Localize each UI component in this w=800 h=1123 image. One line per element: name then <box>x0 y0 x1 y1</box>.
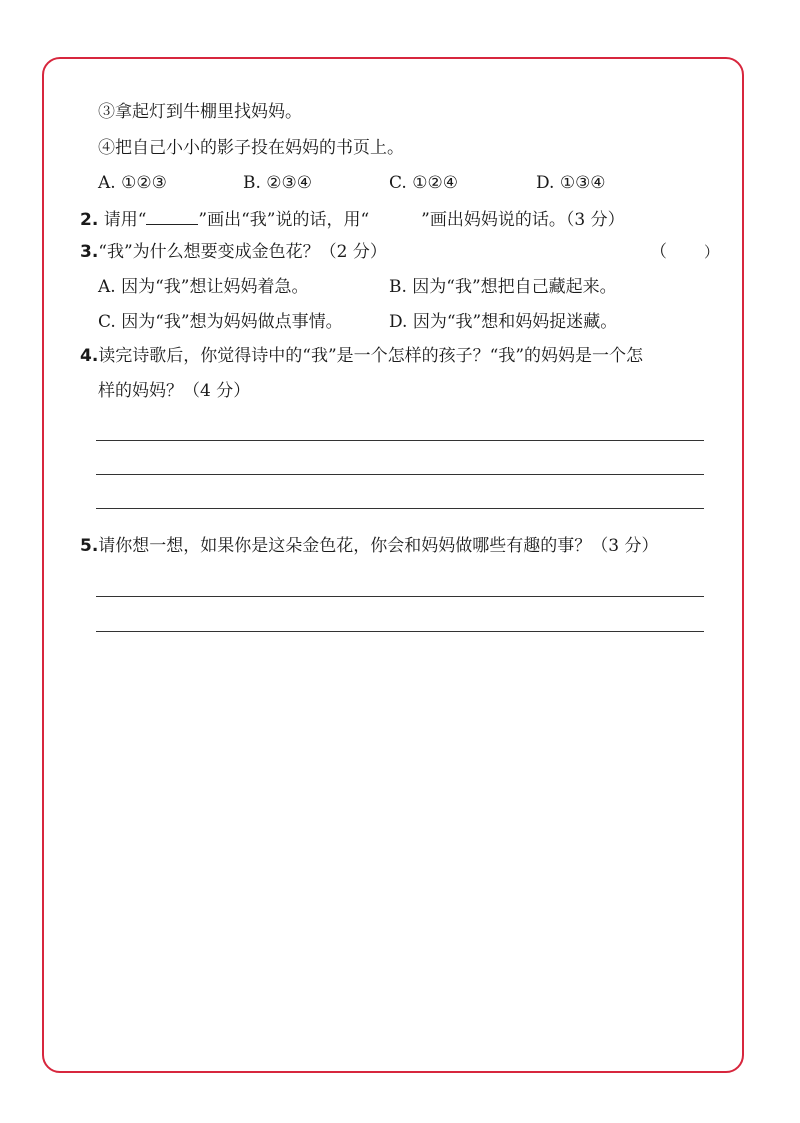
question-2 <box>80 206 625 232</box>
q3-option-c[interactable]: C. 因为“我”想为妈妈做点事情。 <box>98 312 343 332</box>
q3-option-b[interactable]: B. 因为“我”想把自己藏起来。 <box>389 277 617 297</box>
question-number: 2. <box>80 210 99 230</box>
option-item-3: ③拿起灯到牛棚里找妈妈。 <box>98 102 302 122</box>
q4-text-line2: 样的妈妈？（4 分） <box>98 381 251 401</box>
question-number: 4. <box>80 346 99 366</box>
q1-option-a[interactable]: A. ①②③ <box>98 173 167 193</box>
q1-option-c[interactable]: C. ①②④ <box>389 173 458 193</box>
question-number: 5. <box>80 536 99 556</box>
q2-text-part3: ”画出妈妈说的话。（3 分） <box>421 210 625 230</box>
answer-line[interactable] <box>96 631 704 632</box>
q5-text: 请你想一想，如果你是这朵金色花，你会和妈妈做哪些有趣的事？（3 分） <box>98 536 659 556</box>
q3-option-a[interactable]: A. 因为“我”想让妈妈着急。 <box>98 277 309 297</box>
q3-text: “我”为什么想要变成金色花？（2 分） <box>98 242 387 262</box>
answer-line[interactable] <box>96 474 704 475</box>
question-5 <box>80 534 659 558</box>
answer-line[interactable] <box>96 440 704 441</box>
q1-option-d[interactable]: D. ①③④ <box>536 173 606 193</box>
q3-option-d[interactable]: D. 因为“我”想和妈妈捉迷藏。 <box>389 312 618 332</box>
q2-text-part1: 请用“ <box>103 210 147 230</box>
straight-underline-sample <box>146 206 198 225</box>
answer-line[interactable] <box>96 508 704 509</box>
answer-paren-close: ） <box>704 243 720 261</box>
wavy-underline-sample <box>369 208 421 226</box>
question-3 <box>80 240 387 264</box>
option-item-4: ④把自己小小的影子投在妈妈的书页上。 <box>98 138 404 158</box>
q1-option-b[interactable]: B. ②③④ <box>243 173 313 193</box>
q4-text-line1: 读完诗歌后，你觉得诗中的“我”是一个怎样的孩子？“我”的妈妈是一个怎 <box>98 346 644 366</box>
question-number: 3. <box>80 242 99 262</box>
answer-line[interactable] <box>96 596 704 597</box>
q2-text-part2: ”画出“我”说的话，用“ <box>198 210 370 230</box>
question-4 <box>80 344 643 368</box>
answer-paren-open: （ <box>650 242 667 262</box>
